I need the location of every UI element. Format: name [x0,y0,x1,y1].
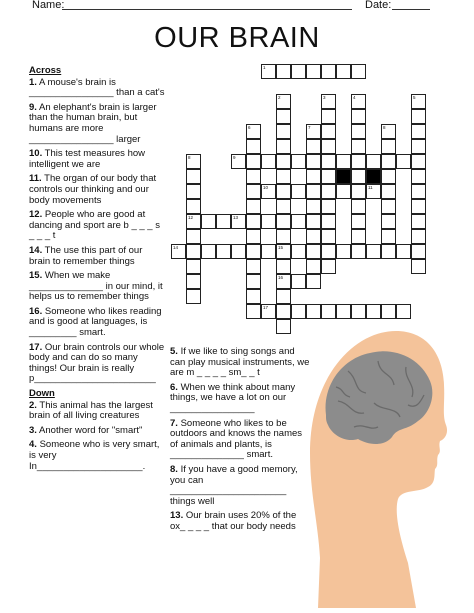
crossword-cell[interactable] [306,154,321,169]
crossword-cell[interactable] [261,244,276,259]
crossword-cell[interactable] [351,244,366,259]
crossword-cell[interactable] [276,289,291,304]
crossword-cell[interactable] [381,214,396,229]
crossword-cell[interactable] [276,319,291,334]
crossword-cell[interactable] [381,244,396,259]
crossword-cell[interactable] [411,259,426,274]
crossword-cell[interactable] [321,154,336,169]
cell-number: 12 [188,215,194,220]
crossword-cell[interactable] [246,274,261,289]
crossword-cell[interactable] [186,244,201,259]
name-label: Name: [32,0,65,11]
cell-number: 6 [248,125,251,130]
crossword-cell[interactable] [231,214,246,229]
crossword-cell[interactable] [351,124,366,139]
crossword-cell[interactable] [201,244,216,259]
crossword-cell[interactable] [186,154,201,169]
crossword-cell[interactable] [306,214,321,229]
cell-number: 16 [278,275,284,280]
crossword-cell[interactable] [381,184,396,199]
crossword-cell[interactable] [306,139,321,154]
crossword-cell[interactable] [231,154,246,169]
crossword-cell[interactable] [291,64,306,79]
crossword-cell[interactable] [321,139,336,154]
down-clue-list [29,401,165,473]
across-heading: Across [29,65,62,76]
crossword-cell[interactable] [261,214,276,229]
down2-clue [170,465,310,507]
crossword-cell[interactable] [186,199,201,214]
clues-right-column [170,347,310,537]
crossword-cell[interactable] [351,229,366,244]
clue-number: 5. [170,346,178,357]
crossword-cell[interactable] [276,304,291,319]
cell-number: 8 [188,155,191,160]
crossword-cell[interactable] [381,124,396,139]
crossword-cell[interactable] [351,139,366,154]
cell-number: 4 [353,95,356,100]
worksheet-header [0,0,474,14]
clue-number: 9. [29,101,37,113]
crossword-cell[interactable] [396,304,411,319]
crossword-cell[interactable] [201,214,216,229]
across-clue [29,103,165,145]
down-clue-list-continued [170,347,310,533]
crossword-cell[interactable] [411,244,426,259]
clue-number: 15. [29,270,43,282]
clue-text: Someone who likes to be outdoors and knows the names of animals and plants, is ______________ smart. [170,417,303,461]
crossword-cell[interactable] [276,139,291,154]
clue-text: If we like to sing songs and can play musical instruments, we are m _ _ _ _ sm_ _ t [170,346,310,379]
cell-number: 1 [263,65,266,70]
crossword-cell[interactable] [411,124,426,139]
crossword-cell[interactable] [246,229,261,244]
clue-number: 2. [29,399,37,411]
crossword-cell[interactable] [246,214,261,229]
across-clue [29,149,165,170]
down-clue [29,401,165,422]
cell-number: 14 [173,245,179,250]
cell-number: 3 [323,95,326,100]
crossword-cell[interactable] [336,64,351,79]
clue-text: People who are good at dancing and sport are b _ _ _ s _ _ _ t [29,209,160,242]
crossword-cell[interactable] [261,64,276,79]
cell-number: 17 [263,305,269,310]
crossword-cell[interactable] [246,169,261,184]
crossword-cell[interactable] [411,154,426,169]
clue-text: The use this part of our brain to remember things [29,244,143,267]
crossword-cell[interactable] [231,244,246,259]
cell-number: 15 [278,245,284,250]
crossword-cell[interactable] [276,214,291,229]
cell-number: 10 [263,185,269,190]
crossword-cell[interactable] [321,229,336,244]
crossword-cell[interactable] [321,94,336,109]
crossword-cell[interactable] [276,94,291,109]
crossword-cell[interactable] [276,64,291,79]
across-clue [29,271,165,303]
clue-text: This test measures how intelligent we are [29,148,146,170]
crossword-cell[interactable] [336,184,351,199]
across-clue [29,174,165,206]
clue-text: If you have a good memory, you can ______________________ things well [170,463,298,507]
crossword-cell[interactable] [276,274,291,289]
clue-text: When we think about many things, we have a lot on our ________________ [170,381,296,414]
crossword-cell[interactable] [276,259,291,274]
crossword-cell[interactable] [306,229,321,244]
crossword-cell[interactable] [306,259,321,274]
crossword-cell[interactable] [351,94,366,109]
crossword-cell[interactable] [276,244,291,259]
crossword-cell[interactable] [321,244,336,259]
crossword-cell[interactable] [291,214,306,229]
crossword-cell[interactable] [216,214,231,229]
crossword-cell[interactable] [306,244,321,259]
crossword-cell[interactable] [336,244,351,259]
clue-text: When we make ______________ in our mind, it helps us to remember things [29,270,163,303]
clue-number: 3. [29,424,37,436]
crossword-cell[interactable] [186,289,201,304]
cell-number: 2 [278,95,281,100]
crossword-cell[interactable] [411,214,426,229]
clues-left-column [29,66,165,476]
crossword-cell[interactable] [366,154,381,169]
crossword-cell[interactable] [381,154,396,169]
crossword-cell[interactable] [351,184,366,199]
clue-text: An elephant's brain is larger than the human brain, but humans are more ________________ larger [29,101,157,145]
clue-number: 17. [29,341,43,353]
clue-number: 6. [170,381,178,393]
crossword-cell[interactable] [276,124,291,139]
crossword-cell[interactable] [186,259,201,274]
crossword-cell[interactable] [411,229,426,244]
clue-text: Our brain uses 20% of the ox_ _ _ _ that our body needs [170,510,297,532]
crossword-cell[interactable] [246,184,261,199]
crossword-cell[interactable] [411,94,426,109]
crossword-cell[interactable] [321,304,336,319]
clue-number: 16. [29,305,43,317]
crossword-cell[interactable] [321,184,336,199]
crossword-cell[interactable] [246,124,261,139]
clue-number: 1. [29,76,37,88]
clue-number: 8. [170,463,178,475]
crossword-cell[interactable] [381,304,396,319]
crossword-cell[interactable] [306,169,321,184]
across-clue [29,307,165,339]
name-field[interactable] [62,9,352,10]
crossword-cell[interactable] [351,109,366,124]
across-clue [29,343,165,385]
crossword-cell[interactable] [381,229,396,244]
crossword-cell[interactable] [216,244,231,259]
crossword-cell[interactable] [276,229,291,244]
date-label: Date: [365,0,392,11]
crossword-cell[interactable] [291,304,306,319]
crossword-cell[interactable] [291,154,306,169]
page-title: OUR BRAIN [154,22,320,54]
crossword-cell[interactable] [246,289,261,304]
crossword-cell[interactable] [261,304,276,319]
crossword-cell[interactable] [351,169,366,184]
crossword-cell[interactable] [351,304,366,319]
clue-text: Another word for "smart" [36,424,143,436]
crossword-black-cell [336,169,351,184]
clue-number: 10. [29,148,43,160]
crossword-cell[interactable] [291,274,306,289]
crossword-cell[interactable] [276,199,291,214]
crossword-cell[interactable] [351,214,366,229]
cell-number: 7 [308,125,311,130]
down2-clue [170,419,310,461]
crossword-cell[interactable] [306,304,321,319]
clue-number: 4. [29,439,37,451]
crossword-cell[interactable] [336,304,351,319]
clue-number: 12. [29,209,43,221]
crossword-cell[interactable] [276,184,291,199]
down-heading: Down [29,388,55,400]
clue-number: 14. [29,244,43,256]
crossword-black-cell [366,169,381,184]
crossword-cell[interactable] [186,274,201,289]
across-clue [29,210,165,242]
down2-clue [170,347,310,379]
crossword-cell[interactable] [186,229,201,244]
down-clue [29,440,165,472]
crossword-cell[interactable] [396,244,411,259]
crossword-cell[interactable] [411,169,426,184]
crossword-cell[interactable] [321,64,336,79]
crossword-cell[interactable] [396,154,411,169]
crossword-cell[interactable] [291,184,306,199]
crossword-cell[interactable] [186,214,201,229]
clue-number: 13. [170,510,184,522]
crossword-cell[interactable] [246,259,261,274]
crossword-cell[interactable] [321,259,336,274]
crossword-cell[interactable] [411,139,426,154]
crossword-cell[interactable] [366,244,381,259]
clue-number: 7. [170,417,178,429]
crossword-cell[interactable] [276,169,291,184]
crossword-cell[interactable] [381,199,396,214]
crossword-cell[interactable] [261,184,276,199]
crossword-cell[interactable] [246,139,261,154]
crossword-cell[interactable] [186,169,201,184]
crossword-cell[interactable] [291,244,306,259]
crossword-cell[interactable] [411,199,426,214]
crossword-cell[interactable] [411,109,426,124]
crossword-cell[interactable] [186,184,201,199]
clue-text: The organ of our body that controls our thinking and our body movements [29,173,157,206]
crossword-cell[interactable] [366,184,381,199]
crossword-cell[interactable] [306,64,321,79]
cell-number: 13 [233,215,239,220]
crossword-cell[interactable] [306,274,321,289]
across-clue [29,78,165,99]
crossword-cell[interactable] [321,124,336,139]
date-field[interactable] [392,9,430,10]
crossword-cell[interactable] [321,109,336,124]
crossword-cell[interactable] [351,154,366,169]
clue-text: Our brain controls our whole body and can do so many things! Our brain is really p_______________________ [29,341,165,385]
crossword-cell[interactable] [381,169,396,184]
cell-number: 9 [233,155,236,160]
crossword-cell[interactable] [321,169,336,184]
clue-number: 11. [29,173,42,185]
crossword-cell[interactable] [366,304,381,319]
crossword-cell[interactable] [246,244,261,259]
across-clue-list [29,78,165,385]
head-with-brain-illustration [308,323,448,608]
cell-number: 11 [368,185,373,190]
crossword-cell[interactable] [246,154,261,169]
crossword-cell[interactable] [411,184,426,199]
down2-clue [170,383,310,415]
clue-text: This animal has the largest brain of all living creatures [29,399,153,422]
crossword-cell[interactable] [321,214,336,229]
crossword-cell[interactable] [306,184,321,199]
clue-text: A mouse's brain is ________________ than a cat's [29,76,165,99]
crossword-cell[interactable] [246,304,261,319]
crossword-cell[interactable] [306,124,321,139]
cell-number: 5 [413,95,416,100]
clue-text: Someone who likes reading and is good at languages, is _________ smart. [29,305,162,339]
crossword-cell[interactable] [171,244,186,259]
crossword-cell[interactable] [276,154,291,169]
crossword-cell[interactable] [321,199,336,214]
crossword-cell[interactable] [351,64,366,79]
crossword-cell[interactable] [261,154,276,169]
down2-clue [170,511,310,532]
across-clue [29,246,165,267]
cell-number: 8 [383,125,386,130]
crossword-cell[interactable] [381,139,396,154]
crossword-cell[interactable] [336,154,351,169]
crossword-cell[interactable] [306,199,321,214]
crossword-cell[interactable] [276,109,291,124]
crossword-cell[interactable] [351,199,366,214]
down-clue [29,426,165,437]
clue-text: Someone who is very smart, is very In____________________. [29,439,160,472]
crossword-cell[interactable] [246,199,261,214]
